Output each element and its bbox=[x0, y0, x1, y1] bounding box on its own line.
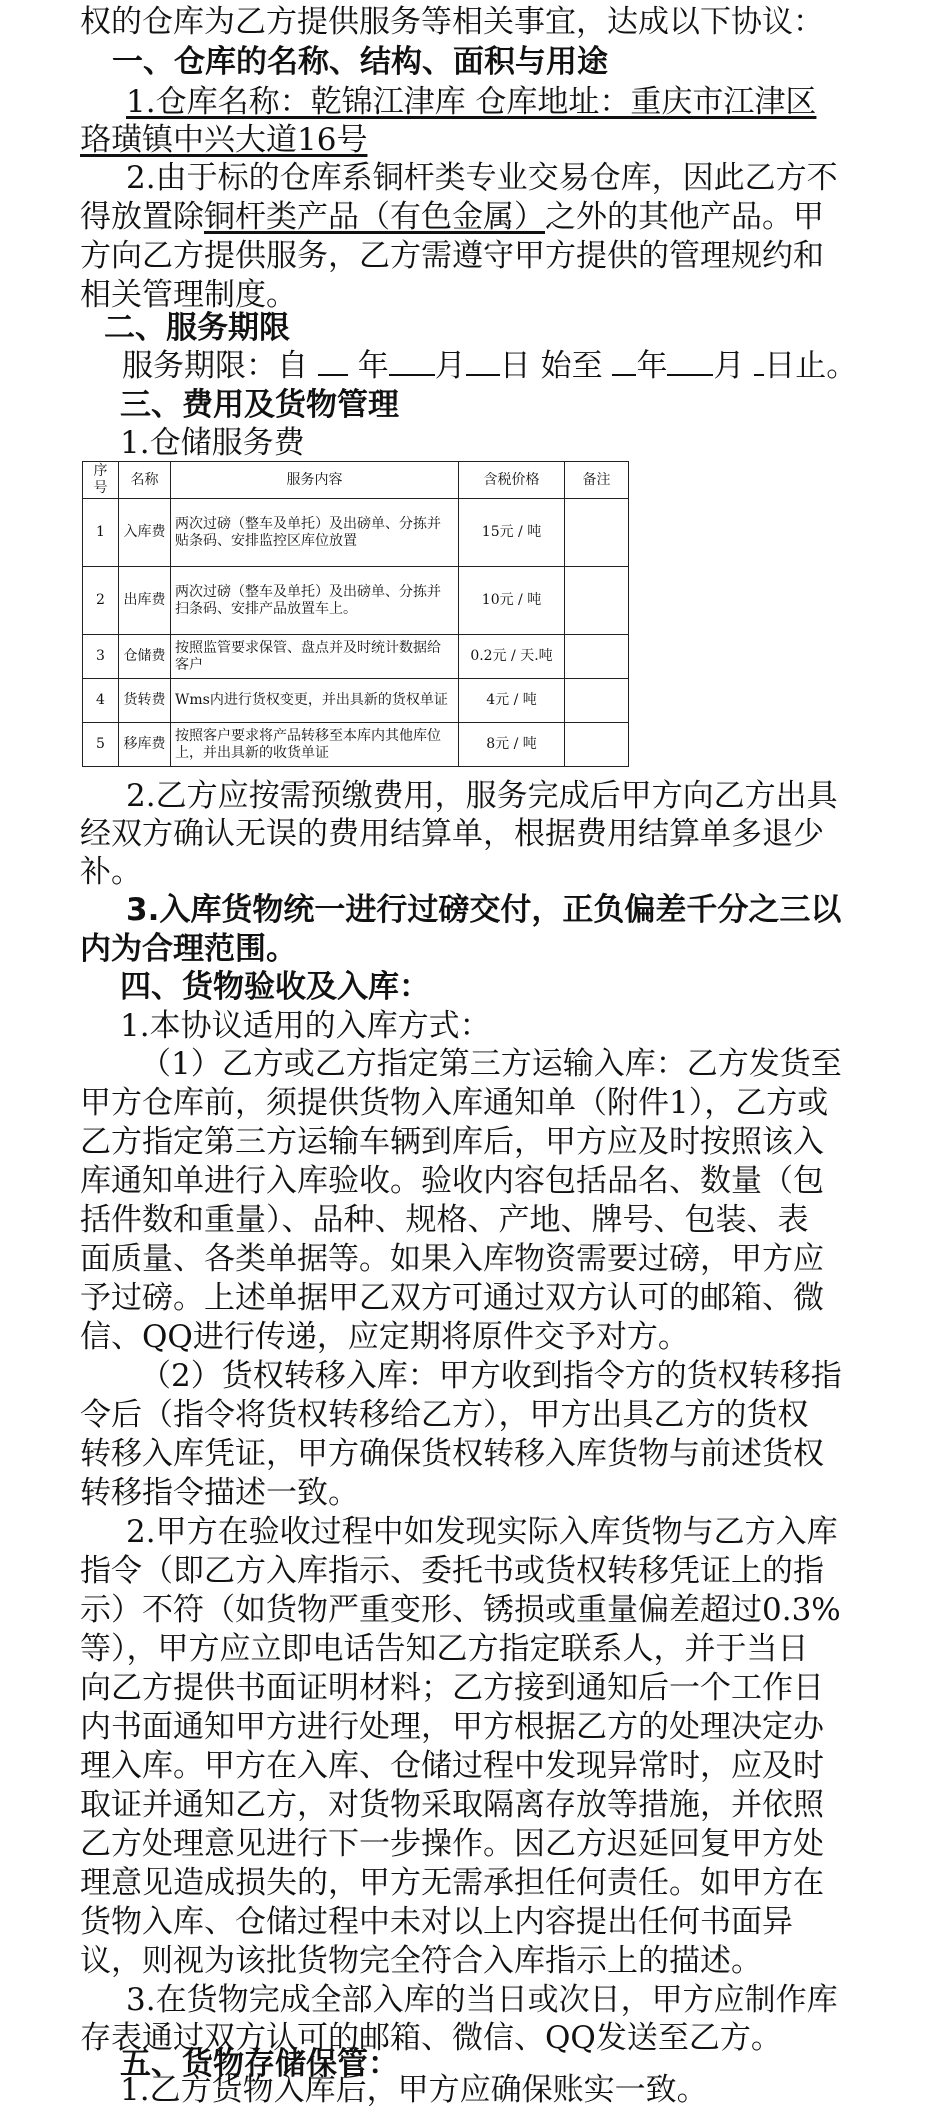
storage-fee-title: 1.仓储服务费 bbox=[120, 425, 305, 461]
blank-field bbox=[612, 346, 636, 376]
blank-field bbox=[754, 346, 764, 376]
fee-table bbox=[82, 461, 629, 767]
clause-4-3-line: 存表通过双方认可的邮箱、微信、QQ发送至乙方。 bbox=[80, 2020, 782, 2056]
clause-3-2-line: 补。 bbox=[80, 854, 142, 890]
clause-4-2-line: 2.甲方在验收过程中如发现实际入库货物与乙方入库 bbox=[126, 1514, 838, 1550]
warehouse-address-line: 珞璜镇中兴大道16号 bbox=[80, 122, 368, 158]
clause-3-2-line: 2.乙方应按需预缴费用，服务完成后甲方向乙方出具 bbox=[126, 778, 838, 814]
row-no: 1 bbox=[83, 499, 119, 567]
clause-4-2-line: 等），甲方应立即电话告知乙方指定联系人，并于当日 bbox=[80, 1631, 809, 1667]
clause-3-3-line: 内为合理范围。 bbox=[80, 931, 297, 967]
blank-field bbox=[466, 346, 500, 376]
clause-4-1-1-line: 面质量、各类单据等。如果入库物资需要过磅，甲方应 bbox=[80, 1241, 824, 1277]
clause-4-2-line: 理意见造成损失的，甲方无需承担任何责任。如甲方在 bbox=[80, 1865, 824, 1901]
col-header-service: 服务内容 bbox=[171, 462, 459, 499]
clause-4-1-1-line: 甲方仓库前，须提供货物入库通知单（附件1），乙方或 bbox=[80, 1085, 829, 1121]
row-name: 货转费 bbox=[119, 679, 171, 723]
row-desc: 两次过磅（整车及单托）及出磅单、分拣并扫条码、安排产品放置车上。 bbox=[171, 567, 459, 635]
row-note bbox=[565, 635, 629, 679]
clause-4-2-line: 理入库。甲方在入库、仓储过程中发现异常时，应及时 bbox=[80, 1748, 824, 1784]
col-header-name: 名称 bbox=[119, 462, 171, 499]
text-span: 之外的其他产品。甲 bbox=[545, 199, 824, 235]
row-name: 移库费 bbox=[119, 723, 171, 767]
blank-field bbox=[318, 346, 348, 376]
clause-3-3-line: 3.入库货物统一进行过磅交付，正负偏差千分之三以 bbox=[126, 892, 842, 928]
clause-4-2-line: 内书面通知甲方进行处理，甲方根据乙方的处理决定办 bbox=[80, 1709, 824, 1745]
table-row bbox=[83, 723, 629, 767]
row-no: 2 bbox=[83, 567, 119, 635]
clause-4-1-2-line: （2）货权转移入库：甲方收到指令方的货权转移指 bbox=[140, 1358, 842, 1394]
clause-4-3-line: 3.在货物完成全部入库的当日或次日，甲方应制作库 bbox=[126, 1982, 838, 2018]
table-row bbox=[83, 635, 629, 679]
product-scope-text: 铜杆类产品（有色金属） bbox=[204, 199, 545, 235]
col-header-price: 含税价格 bbox=[459, 462, 565, 499]
clause-5-1-line: 1.乙方货物入库后，甲方应确保账实一致。 bbox=[120, 2072, 708, 2108]
clause-4-1-1-line: 予过磅。上述单据甲乙双方可通过双方认可的邮箱、微 bbox=[80, 1280, 824, 1316]
clause-4-1-1-line: 库通知单进行入库验收。验收内容包括品名、数量（包 bbox=[80, 1163, 824, 1199]
table-row bbox=[83, 679, 629, 723]
clause-4-1-2-line: 转移入库凭证，甲方确保货权转移入库货物与前述货权 bbox=[80, 1436, 824, 1472]
row-no: 3 bbox=[83, 635, 119, 679]
clause-4-2-line: 向乙方提供书面证明材料；乙方接到通知后一个工作日 bbox=[80, 1670, 824, 1706]
clause-4-1-1-line: （1）乙方或乙方指定第三方运输入库：乙方发货至 bbox=[140, 1046, 842, 1082]
intro-line: 权的仓库为乙方提供服务等相关事宜，达成以下协议： bbox=[80, 4, 824, 40]
row-desc: 按照监管要求保管、盘点并及时统计数据给客户 bbox=[171, 635, 459, 679]
row-desc: Wms内进行货权变更，并出具新的货权单证 bbox=[171, 679, 459, 723]
clause-4-2-line: 议，则视为该批货物完全符合入库指示上的描述。 bbox=[80, 1943, 762, 1979]
row-note bbox=[565, 679, 629, 723]
row-name: 出库费 bbox=[119, 567, 171, 635]
clause-4-2-line: 取证并通知乙方，对货物采取隔离存放等措施，并依照 bbox=[80, 1787, 824, 1823]
section-3-heading: 三、费用及货物管理 bbox=[120, 387, 399, 423]
row-price: 15元 / 吨 bbox=[459, 499, 565, 567]
col-header-no: 序号 bbox=[83, 462, 119, 499]
text-span: 年 bbox=[636, 348, 668, 384]
row-desc: 按照客户要求将产品转移至本库内其他库位上，并出具新的收货单证 bbox=[171, 723, 459, 767]
service-period-line bbox=[122, 346, 886, 386]
row-price: 4元 / 吨 bbox=[459, 679, 565, 723]
row-note bbox=[565, 567, 629, 635]
clause-4-1-2-line: 令后（指令将货权转移给乙方），甲方出具乙方的货权 bbox=[80, 1397, 809, 1433]
row-price: 8元 / 吨 bbox=[459, 723, 565, 767]
row-desc: 两次过磅（整车及单托）及出磅单、分拣并贴条码、安排监控区库位放置 bbox=[171, 499, 459, 567]
blank-field bbox=[389, 346, 435, 376]
row-note bbox=[565, 723, 629, 767]
clause-1-2-line: 相关管理制度。 bbox=[80, 277, 297, 313]
clause-4-1-1-line: 括件数和重量）、品种、规格、产地、牌号、包装、表 bbox=[80, 1202, 809, 1238]
clause-3-2-line: 经双方确认无误的费用结算单，根据费用结算单多退少 bbox=[80, 816, 824, 852]
row-no: 5 bbox=[83, 723, 119, 767]
row-price: 10元 / 吨 bbox=[459, 567, 565, 635]
clause-4-2-line: 乙方处理意见进行下一步操作。因乙方迟延回复甲方处 bbox=[80, 1826, 824, 1862]
clause-1-2-line: 方向乙方提供服务，乙方需遵守甲方提供的管理规约和 bbox=[80, 238, 824, 274]
table-row bbox=[83, 499, 629, 567]
text-span: 月 bbox=[713, 348, 745, 384]
text-span: 得放置除 bbox=[80, 199, 204, 235]
clause-4-1-2-line: 转移指令描述一致。 bbox=[80, 1475, 359, 1511]
row-name: 入库费 bbox=[119, 499, 171, 567]
section-2-heading: 二、服务期限 bbox=[104, 310, 290, 346]
blank-field bbox=[667, 346, 713, 376]
row-no: 4 bbox=[83, 679, 119, 723]
col-header-note: 备注 bbox=[565, 462, 629, 499]
text-span: 服务期限：自 bbox=[122, 348, 308, 384]
clause-4-2-line: 货物入库、仓储过程中未对以上内容提出任何书面异 bbox=[80, 1904, 793, 1940]
section-1-heading: 一、仓库的名称、结构、面积与用途 bbox=[112, 44, 608, 80]
clause-4-2-line: 示）不符（如货物严重变形、锈损或重量偏差超过0.3% bbox=[80, 1592, 841, 1628]
text-span: 月 bbox=[434, 348, 466, 384]
text-span: 日 始至 bbox=[499, 348, 603, 384]
row-name: 仓储费 bbox=[119, 635, 171, 679]
row-note bbox=[565, 499, 629, 567]
section-5-heading: 五、货物存储保管： bbox=[120, 2046, 399, 2082]
clause-1-2-line: 2.由于标的仓库系铜杆类专业交易仓库，因此乙方不 bbox=[126, 160, 838, 196]
text-span: 日止。 bbox=[764, 348, 858, 384]
clause-4-1-1-line: 乙方指定第三方运输车辆到库后，甲方应及时按照该入 bbox=[80, 1124, 824, 1160]
clause-1-2-line bbox=[80, 197, 886, 237]
fee-table-header-row bbox=[83, 462, 629, 499]
warehouse-name-line: 1.仓库名称：乾锦江津库 仓库地址：重庆市江津区 bbox=[126, 84, 817, 120]
text-span: 年 bbox=[357, 348, 389, 384]
row-price: 0.2元 / 天.吨 bbox=[459, 635, 565, 679]
clause-4-2-line: 指令（即乙方入库指示、委托书或货权转移凭证上的指 bbox=[80, 1553, 824, 1589]
clause-4-1-line: 1.本协议适用的入库方式： bbox=[120, 1008, 491, 1044]
table-row bbox=[83, 567, 629, 635]
clause-4-1-1-line: 信、QQ进行传递，应定期将原件交予对方。 bbox=[80, 1319, 689, 1355]
section-4-heading: 四、货物验收及入库： bbox=[120, 969, 430, 1005]
